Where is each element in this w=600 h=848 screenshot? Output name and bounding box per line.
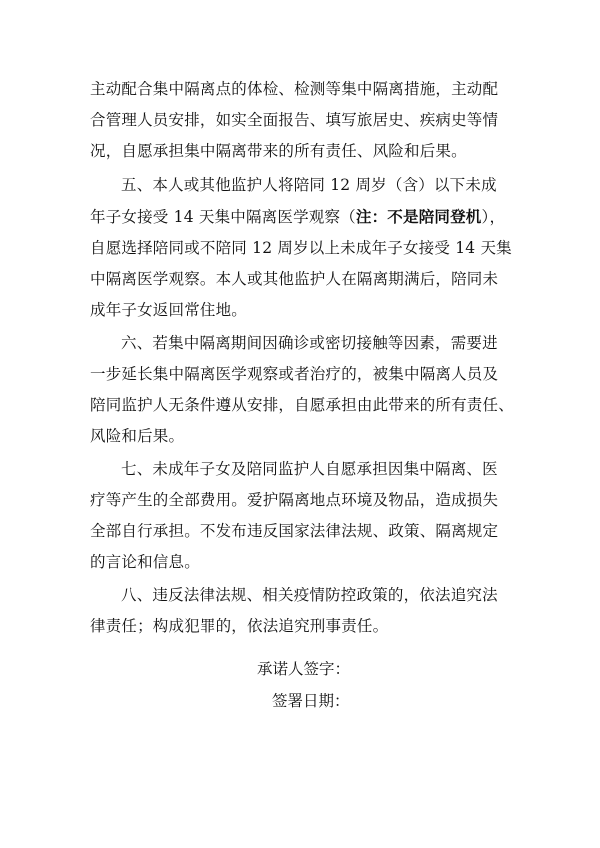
text-segment: 年子女接受 14 天集中隔离医学观察（ [90,208,356,226]
text-line: 五、本人或其他监护人将陪同 12 周岁（含）以下未成 [121,176,497,194]
text-line: 况，自愿承担集中隔离带来的所有责任、风险和后果。 [90,142,467,160]
text-line: 主动配合集中隔离点的体检、检测等集中隔离措施，主动配 [90,80,499,98]
text-line: 风险和后果。 [90,427,185,445]
paragraph-item-8 [90,580,520,642]
text-line: 一步延长集中隔离医学观察或者治疗的，被集中隔离人员及 [90,365,499,383]
text-segment: ）， [481,208,506,226]
text-line: 七、未成年子女及陪同监护人自愿承担因集中隔离、医 [121,460,498,478]
text-line: 八、违反法律法规、相关疫情防控政策的，依法追究法 [121,586,498,604]
text-line: 合管理人员安排，如实全面报告、填写旅居史、疾病史等情 [90,111,499,129]
bold-note: 注：不是陪同登机 [355,207,482,226]
text-line: 成年子女返回常住地。 [90,301,248,319]
text-line: 律责任；构成犯罪的，依法追究刑事责任。 [90,617,389,635]
paragraph-4-continued [90,74,520,167]
paragraph-item-7 [90,454,520,578]
paragraph-item-6 [90,328,520,452]
text-line [90,201,520,233]
text-line: 的言论和信息。 [90,553,200,571]
text-line: 陪同监护人无条件遵从安排，自愿承担由此带来的所有责任、 [90,396,514,414]
text-line: 中隔离医学观察。本人或其他监护人在隔离期满后，陪同未 [90,270,499,288]
text-line: 六、若集中隔离期间因确诊或密切接触等因素，需要进 [121,334,498,352]
text-line: 全部自行承担。不发布违反国家法律法规、政策、隔离规定 [90,522,499,540]
text-line: 自愿选择陪同或不陪同 12 周岁以上未成年子女接受 14 天集 [90,239,512,257]
paragraph-item-5 [90,170,520,326]
text-line: 疗等产生的全部费用。爱护隔离地点环境及物品，造成损失 [90,491,499,509]
signer-signature-label: 承诺人签字： [257,660,351,678]
signing-date-label: 签署日期： [272,692,350,710]
